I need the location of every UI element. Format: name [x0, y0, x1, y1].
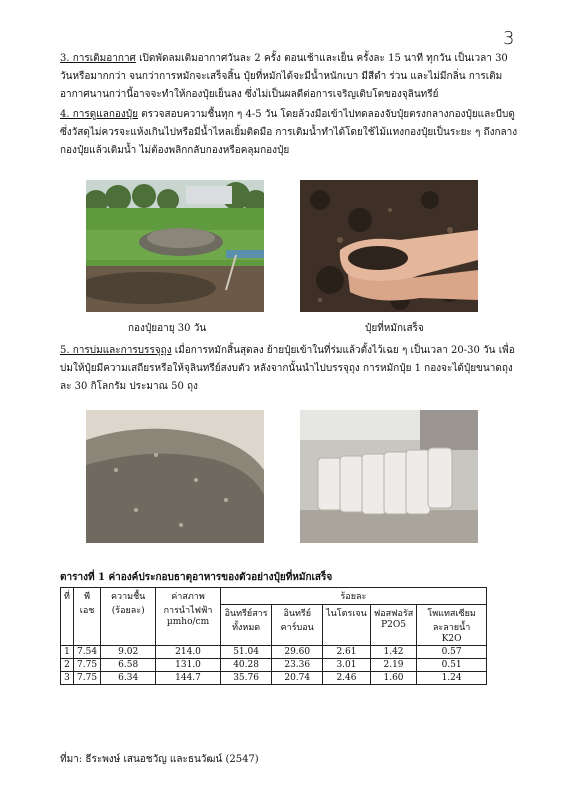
table-cell: 23.36 — [272, 659, 323, 672]
table-cell: 9.02 — [101, 646, 156, 659]
header-nitrogen: ไนโตรเจน — [323, 605, 371, 646]
table-cell: 51.04 — [220, 646, 272, 659]
table-cell: 20.74 — [272, 672, 323, 685]
table-row — [61, 646, 487, 659]
page-number: 3 — [503, 28, 515, 49]
table-cell: 0.57 — [417, 646, 487, 659]
header-phosphorus-label: ฟอสฟอรัส — [373, 609, 414, 619]
header-organic-matter: อินทรีย์สารทั้งหมด — [220, 605, 272, 646]
table-cell: 2 — [61, 659, 74, 672]
table-cell: 6.34 — [101, 672, 156, 685]
section-5-paragraph — [60, 342, 520, 396]
table-cell: 7.75 — [73, 659, 100, 672]
section-3-body: เปิดพัดลมเติมอากาศวันละ 2 ครั้ง ตอนเช้าและเย็น ครั้งละ 15 นาที ทุกวัน เป็นเวลา 30 วันหรือมากกว่า จนกว่าการหมักจะเสร็จสิ้น ปุ๋ยที่หมักได้จะมีน้ำหนักเบา มีสีดำ ร่วน และไม่มีกลิ่น การเติมอากาศนานกว่านี้อาจจะทำให้กองปุ๋ยเย็นลง ซึ่งไม่เป็นผลดีต่อการเจริญเติบโตของจุลินทรีย์ — [60, 53, 508, 100]
curing-pile-photo — [86, 410, 264, 543]
header-ec-label: ค่าสภาพการนำไฟฟ้า — [163, 592, 213, 616]
compost-pile-photo — [86, 180, 264, 312]
table-cell: 3 — [61, 672, 74, 685]
section-4-paragraph — [60, 106, 520, 160]
table-cell: 29.60 — [272, 646, 323, 659]
table-cell: 131.0 — [156, 659, 221, 672]
finished-compost-photo — [300, 180, 478, 312]
section-4-heading: 4. การดูแลกองปุ๋ย — [60, 109, 138, 120]
table-cell: 2.19 — [370, 659, 416, 672]
header-organic-carbon: อินทรีย์คาร์บอน — [272, 605, 323, 646]
section-3-heading: 3. การเติมอากาศ — [60, 53, 136, 64]
section-4-body: ตรวจสอบความชื้นทุก ๆ 4-5 วัน โดยล้วงมือเข้าไปทดลองจับปุ๋ยตรงกลางกองปุ๋ยและบีบดู ซึ่งวัสดุไม่ควรจะแห้งเกินไปหรือมีน้ำไหลเยิ้มติดมือ การเติมน้ำทำได้โดยใช้ไม้แทงกองปุ๋ยเป็นระยะ ๆ ถึงกลางกองปุ๋ยแล้วเติมน้ำ ไม่ต้องพลิกกลับกองหรือคลุมกองปุ๋ย — [60, 109, 518, 156]
table-cell: 214.0 — [156, 646, 221, 659]
table-row — [61, 672, 487, 685]
table-cell: 144.7 — [156, 672, 221, 685]
header-ec — [156, 588, 221, 646]
table-cell: 2.61 — [323, 646, 371, 659]
header-no: ที่ — [61, 588, 74, 646]
table-cell: 3.01 — [323, 659, 371, 672]
header-potassium — [417, 605, 487, 646]
table-title: ตารางที่ 1 ค่าองค์ประกอบธาตุอาหารของตัวอย่างปุ๋ยที่หมักเสร็จ — [60, 572, 333, 583]
table-cell: 7.54 — [73, 646, 100, 659]
header-phosphorus-formula: P2O5 — [381, 620, 406, 630]
table-cell: 40.28 — [220, 659, 272, 672]
nutrient-table — [60, 587, 487, 685]
table-row — [61, 659, 487, 672]
header-potassium-label: โพแทสเซียมละลายน้ำ — [427, 609, 476, 633]
section-5-heading: 5. การบ่มและการบรรจุถุง — [60, 345, 172, 356]
table-cell: 7.75 — [73, 672, 100, 685]
header-potassium-formula: K2O — [441, 634, 462, 644]
table-cell: 35.76 — [220, 672, 272, 685]
table-cell: 2.46 — [323, 672, 371, 685]
table-cell: 0.51 — [417, 659, 487, 672]
table-cell: 1.24 — [417, 672, 487, 685]
header-moisture: ความชื้น (ร้อยละ) — [101, 588, 156, 646]
table-cell: 6.58 — [101, 659, 156, 672]
table-cell: 1.60 — [370, 672, 416, 685]
header-percent: ร้อยละ — [220, 588, 486, 605]
table-cell: 1 — [61, 646, 74, 659]
bagged-compost-photo — [300, 410, 478, 543]
section-5-body: เมื่อการหมักสิ้นสุดลง ย้ายปุ๋ยเข้าในที่ร่มแล้วตั้งไว้เฉย ๆ เป็นเวลา 20-30 วัน เพื่อบ่มให้ปุ๋ยมีความเสถียรหรือให้จุลินทรีย์สงบตัว หลังจากนั้นนำไปบรรจุถุง การหมักปุ๋ย 1 กองจะได้ปุ๋ยขนาดถุงละ 30 กิโลกรัม ประมาณ 50 ถุง — [60, 345, 515, 392]
table-cell: 1.42 — [370, 646, 416, 659]
caption-finished-compost: ปุ๋ยที่หมักเสร็จ — [365, 323, 424, 334]
header-ec-unit: µmho/cm — [166, 617, 210, 627]
source-citation: ที่มา: ธีระพงษ์ เสนอชวัญ และธนวัฒน์ (2547) — [60, 754, 259, 765]
header-phosphorus — [370, 605, 416, 646]
section-3-paragraph — [60, 50, 520, 104]
caption-compost-pile: กองปุ๋ยอายุ 30 วัน — [128, 323, 207, 334]
header-ph: พีเอช — [73, 588, 100, 646]
